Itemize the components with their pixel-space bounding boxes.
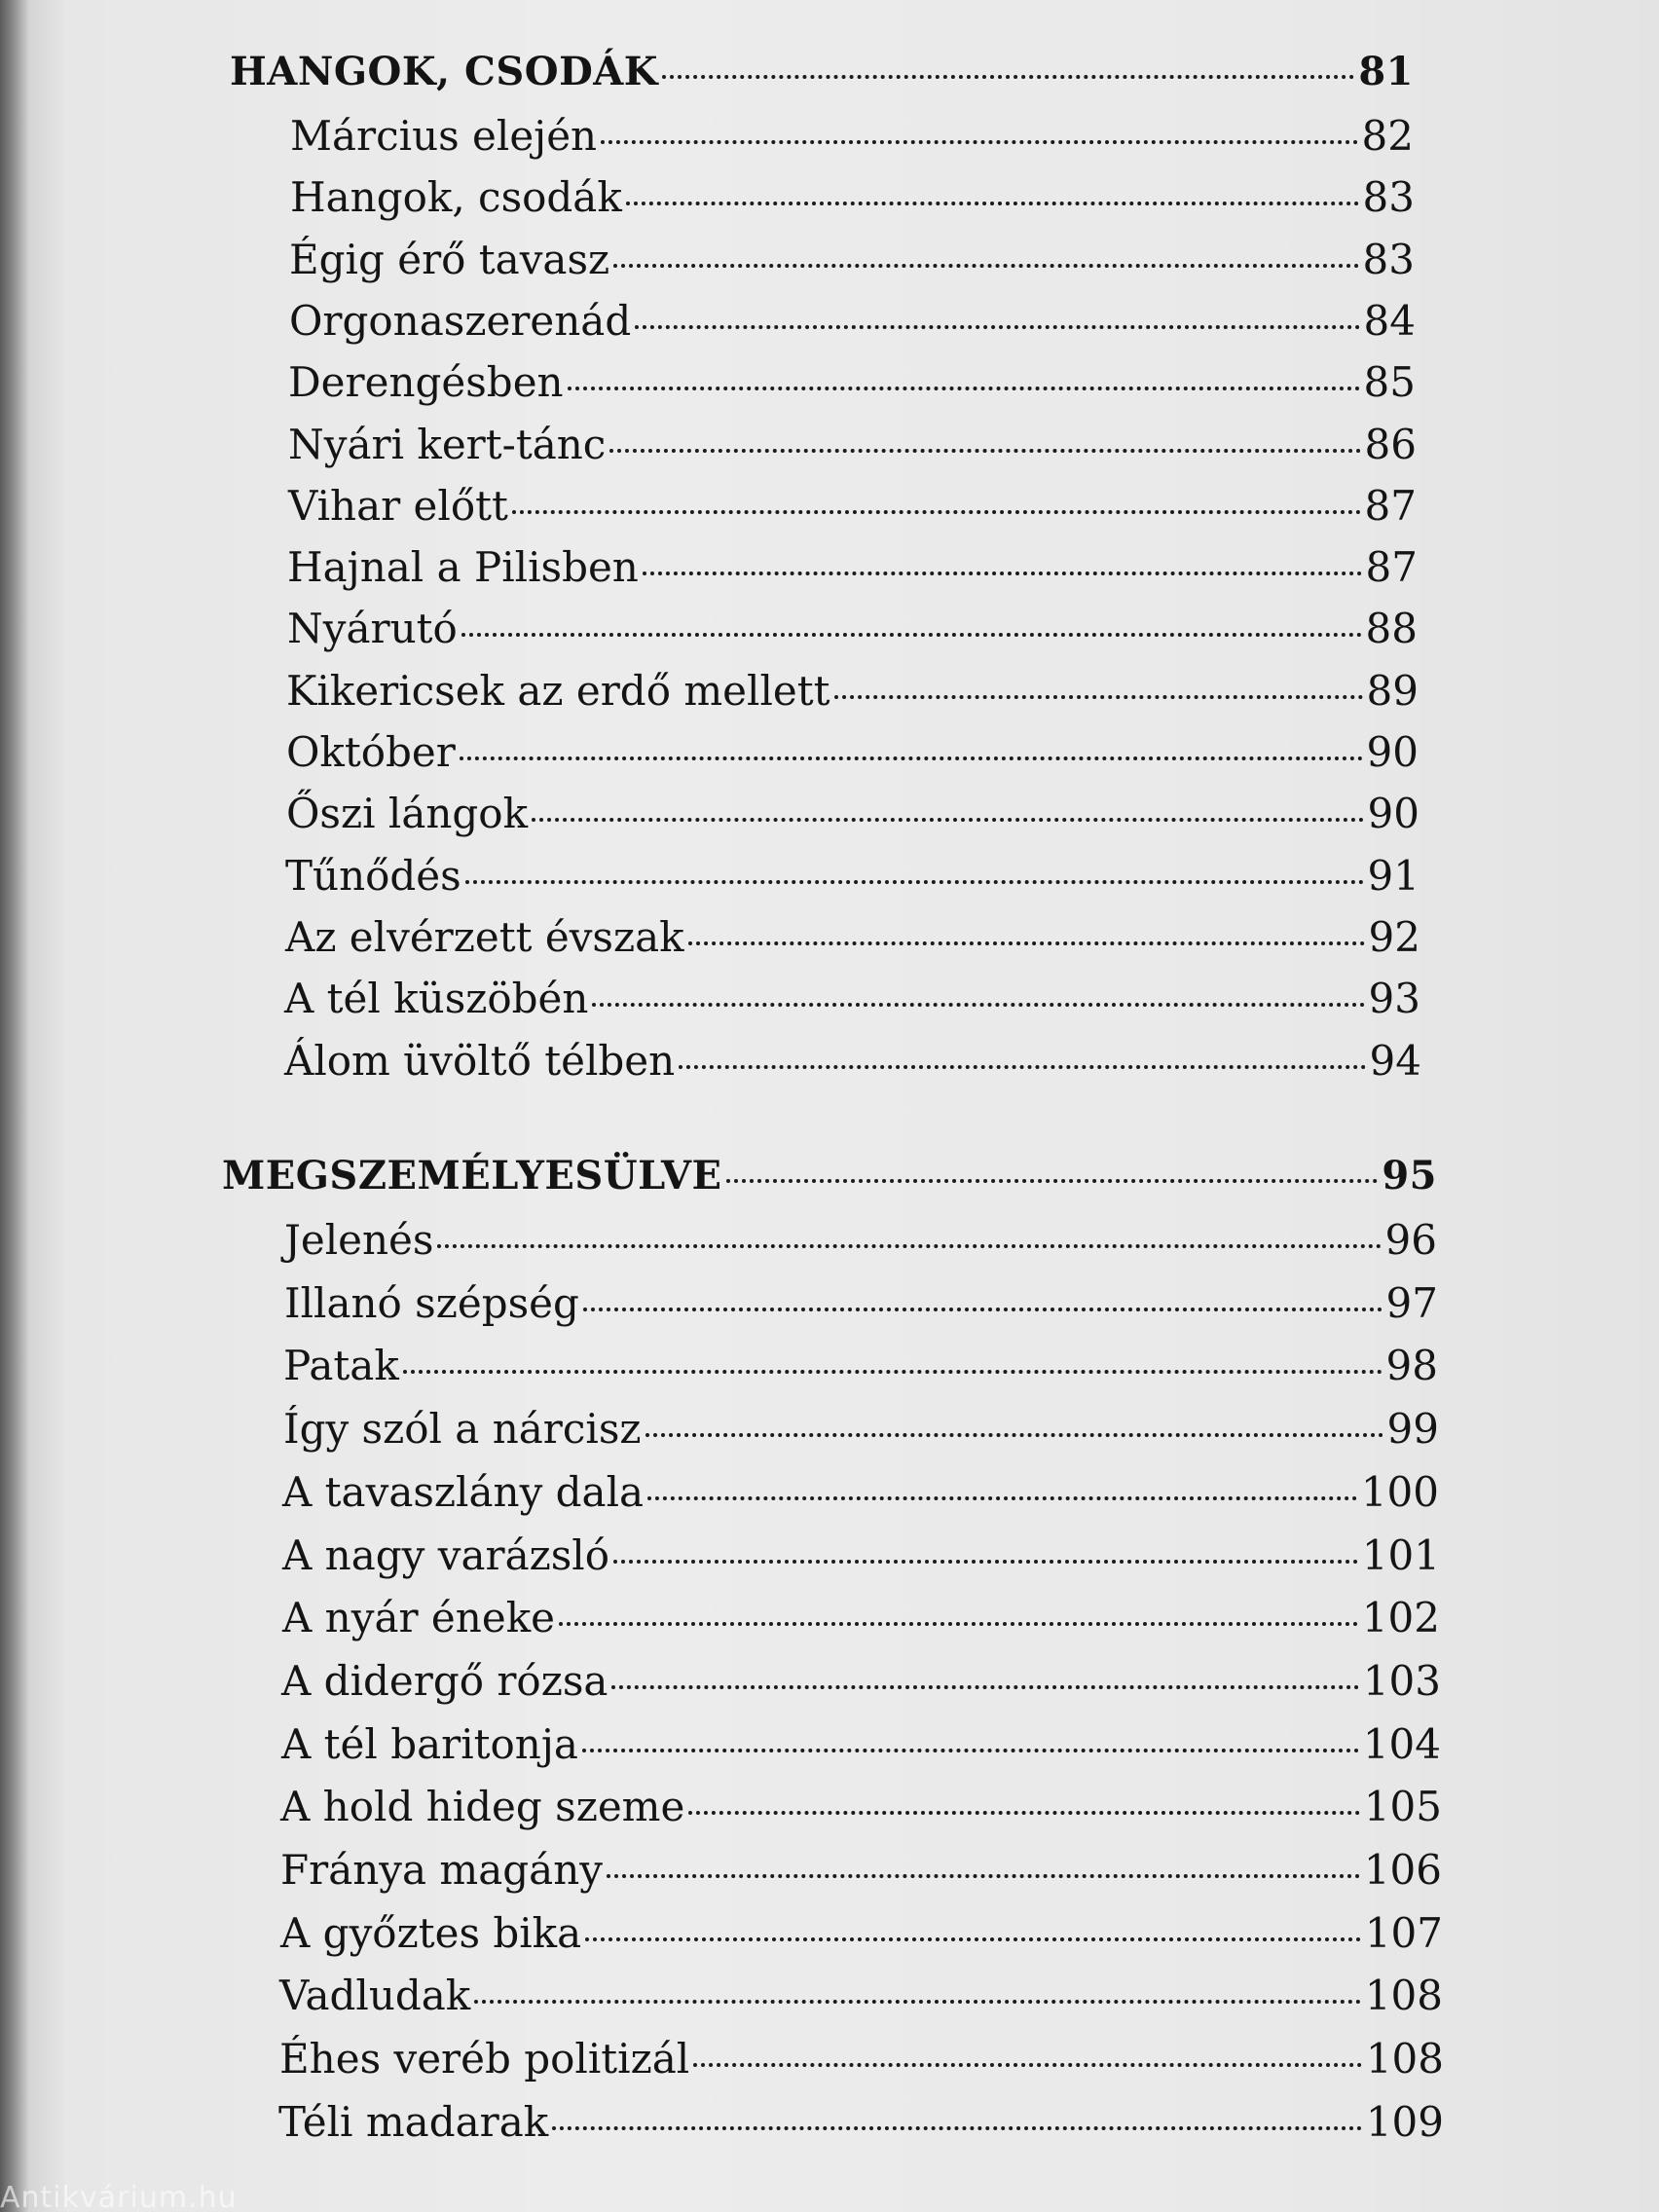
dot-leader — [688, 1811, 1359, 1815]
entry-title: Nyárutó — [287, 605, 458, 652]
toc-entry — [283, 1404, 1439, 1455]
page-number: 87 — [1365, 543, 1418, 591]
toc-entry — [284, 1036, 1421, 1087]
toc-entry — [280, 1845, 1442, 1896]
entry-title: Orgonaszerenád — [289, 297, 632, 345]
page-number: 85 — [1363, 358, 1416, 406]
toc-entry — [284, 974, 1420, 1024]
toc-entry — [282, 1593, 1440, 1643]
dot-leader — [601, 140, 1357, 144]
dot-leader — [647, 1496, 1357, 1500]
entry-title: A hold hideg szeme — [280, 1783, 685, 1830]
toc-entry — [279, 1971, 1443, 2021]
dot-leader — [532, 818, 1364, 822]
dot-leader — [403, 1370, 1382, 1374]
page-number: 83 — [1362, 236, 1415, 283]
dot-leader — [461, 633, 1362, 637]
page-number: 105 — [1363, 1783, 1442, 1830]
toc-entry — [290, 111, 1414, 162]
entry-title: Vadludak — [279, 1972, 471, 2019]
toc-entry — [287, 542, 1418, 593]
dot-leader — [726, 1179, 1379, 1183]
entry-title: A győztes bika — [280, 1909, 582, 1957]
page-number: 82 — [1361, 112, 1414, 160]
page-number: 90 — [1366, 728, 1419, 776]
dot-leader — [613, 264, 1358, 268]
entry-title: A tavaszlány dala — [282, 1468, 645, 1516]
entry-title: Égig érő tavasz — [289, 236, 610, 283]
page-number: 103 — [1362, 1657, 1441, 1705]
page-number: 97 — [1385, 1279, 1438, 1327]
toc-entry — [290, 172, 1415, 223]
page-number: 83 — [1362, 173, 1415, 221]
page-number: 91 — [1367, 852, 1419, 900]
page-number: 92 — [1368, 913, 1420, 961]
toc-entry — [280, 1908, 1443, 1959]
toc-entry — [278, 2097, 1444, 2148]
entry-title: Fránya magány — [280, 1846, 603, 1894]
page-number: 108 — [1364, 1972, 1443, 2019]
section-title: MEGSZEMÉLYESÜLVE — [222, 1153, 722, 1198]
dot-leader — [662, 75, 1354, 79]
entry-title: Illanó szépség — [284, 1279, 579, 1327]
page-number: 96 — [1384, 1216, 1437, 1264]
entry-title: Hajnal a Pilisben — [287, 543, 639, 591]
page-number: 107 — [1364, 1909, 1443, 1957]
page-number: 102 — [1361, 1594, 1440, 1641]
page-number: 108 — [1365, 2035, 1444, 2083]
toc-entry — [289, 296, 1416, 347]
dot-leader — [613, 1560, 1358, 1564]
dot-leader — [693, 2063, 1362, 2067]
entry-title: Nyári kert-tánc — [288, 421, 607, 468]
section-heading — [230, 47, 1414, 97]
dot-leader — [559, 1622, 1358, 1626]
entry-title: Téli madarak — [278, 2098, 549, 2146]
page-number: 106 — [1363, 1846, 1442, 1894]
toc-entry — [286, 727, 1419, 778]
toc-entry — [285, 912, 1420, 963]
toc-entry — [289, 235, 1415, 285]
entry-title: Álom üvöltő télben — [284, 1037, 676, 1085]
toc-entry — [279, 2034, 1444, 2084]
page-number: 93 — [1368, 975, 1420, 1022]
entry-title: Az elvérzett évszak — [285, 913, 684, 961]
page-number: 95 — [1382, 1153, 1437, 1198]
page-number: 81 — [1358, 49, 1414, 94]
page-number: 98 — [1385, 1342, 1438, 1389]
toc-entry — [282, 1467, 1439, 1518]
page-number: 89 — [1366, 667, 1419, 715]
page-number: 86 — [1364, 421, 1417, 468]
dot-leader — [552, 2126, 1362, 2130]
dot-leader — [592, 1003, 1364, 1007]
page-number: 99 — [1386, 1405, 1439, 1453]
toc-entry — [288, 357, 1416, 408]
toc-entry — [281, 1719, 1441, 1770]
dot-leader — [585, 1937, 1361, 1941]
dot-leader — [465, 880, 1364, 884]
entry-title: Kikericsek az erdő mellett — [286, 667, 830, 715]
toc-entry — [285, 851, 1419, 902]
entry-title: Derengésben — [288, 358, 564, 406]
entry-title: Tűnődés — [285, 852, 461, 900]
entry-title: A nagy varázsló — [282, 1531, 610, 1579]
entry-title: A nyár éneke — [282, 1594, 555, 1641]
page-number: 88 — [1365, 605, 1418, 652]
dot-leader — [609, 449, 1360, 453]
page-number: 94 — [1369, 1037, 1421, 1085]
toc-entry — [284, 1278, 1438, 1329]
section-heading — [222, 1151, 1437, 1201]
page-number: 87 — [1364, 482, 1417, 530]
entry-title: Jelenés — [284, 1216, 434, 1264]
dot-leader — [643, 571, 1362, 575]
entry-title: Március elején — [290, 112, 598, 160]
dot-leader — [512, 510, 1361, 514]
dot-leader — [688, 941, 1365, 945]
section-title: HANGOK, CSODÁK — [230, 49, 659, 94]
toc-entry — [284, 1215, 1437, 1266]
dot-leader — [474, 2000, 1361, 2004]
toc-entry — [283, 1341, 1438, 1391]
toc-entry — [281, 1656, 1441, 1707]
page-number: 100 — [1360, 1468, 1439, 1516]
dot-leader — [645, 1433, 1383, 1437]
dot-leader — [582, 1749, 1359, 1752]
toc-entry — [286, 789, 1419, 839]
dot-leader — [626, 202, 1359, 205]
page-number: 101 — [1361, 1531, 1440, 1579]
entry-title: A didergő rózsa — [281, 1657, 608, 1705]
page-number: 84 — [1363, 297, 1416, 345]
entry-title: Vihar előtt — [288, 482, 508, 530]
toc-entry — [282, 1530, 1440, 1581]
entry-title: Éhes veréb politizál — [279, 2035, 690, 2083]
entry-title: Hangok, csodák — [290, 173, 622, 221]
dot-leader — [607, 1874, 1360, 1878]
dot-leader — [437, 1244, 1381, 1248]
page-number: 109 — [1365, 2098, 1444, 2146]
entry-title: Október — [286, 728, 456, 776]
entry-title: Patak — [283, 1342, 399, 1389]
watermark-text: Antikvárium.hu — [0, 2181, 238, 2212]
toc-entry — [287, 604, 1418, 654]
dot-leader — [679, 1065, 1365, 1069]
toc-entry — [286, 666, 1419, 717]
entry-title: Őszi lángok — [286, 790, 529, 837]
entry-title: A tél baritonja — [281, 1720, 578, 1768]
dot-leader — [834, 695, 1363, 699]
dot-leader — [635, 325, 1359, 329]
dot-leader — [460, 756, 1363, 760]
dot-leader — [583, 1308, 1382, 1311]
toc-entry — [288, 420, 1417, 470]
page-number: 104 — [1362, 1720, 1441, 1768]
entry-title: Így szól a nárcisz — [283, 1405, 642, 1453]
dot-leader — [568, 387, 1360, 390]
dot-leader — [611, 1685, 1358, 1689]
toc-entry — [280, 1782, 1442, 1832]
page-number: 90 — [1367, 790, 1419, 837]
toc-entry — [288, 481, 1417, 532]
entry-title: A tél küszöbén — [284, 975, 589, 1022]
